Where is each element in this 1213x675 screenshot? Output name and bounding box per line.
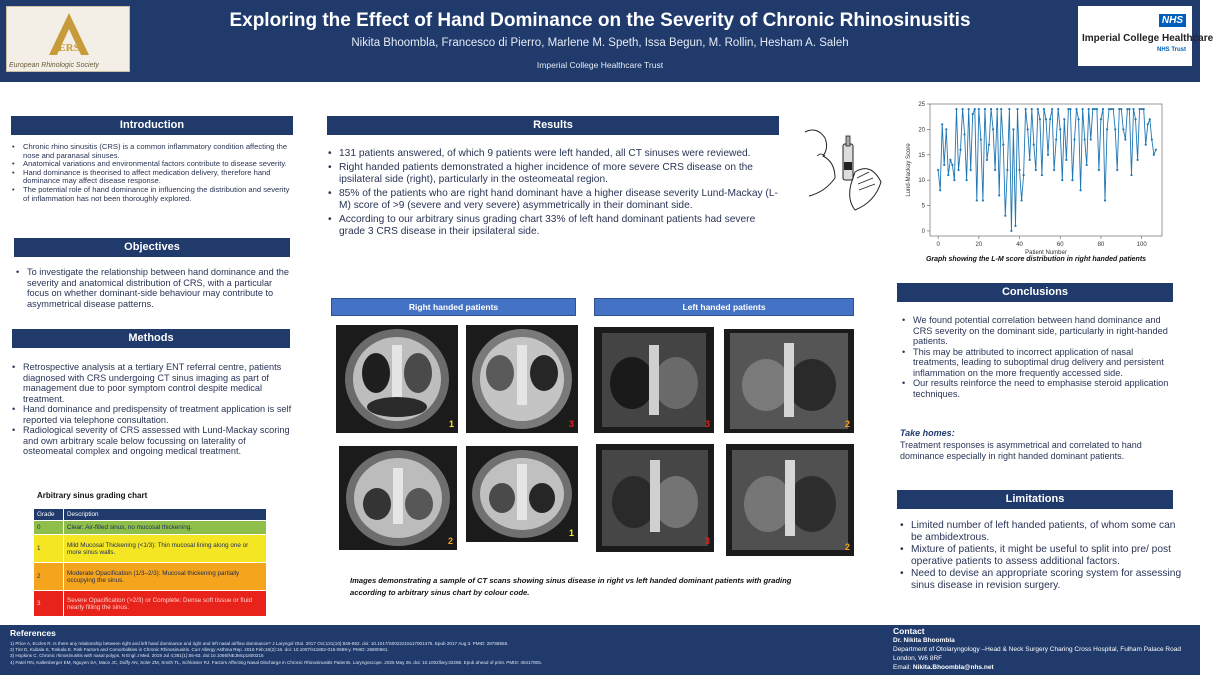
data-point [1139, 108, 1141, 110]
grade-cell: 2 [34, 563, 64, 591]
data-point [990, 108, 992, 110]
data-point [1108, 108, 1110, 110]
data-point [1002, 144, 1004, 146]
poster-header [0, 0, 1213, 82]
x-axis-label: Patient Number [1025, 250, 1067, 256]
data-point [1155, 149, 1157, 151]
list-item: • Radiological severity of CRS assessed with Lund-Mackay scoring and own arbitrary scale below focussing on laterality of osteomeatal complex and ongoing medical treatment. [12, 425, 292, 457]
y-tick-label: 10 [918, 178, 925, 185]
data-point [951, 164, 953, 166]
nhs-trust-name: Imperial College Healthcare [1082, 33, 1213, 44]
data-point [1106, 128, 1108, 130]
limitations-heading: Limitations [897, 490, 1173, 509]
data-point [1059, 128, 1061, 130]
grade-cell: 0 [34, 521, 64, 535]
ct-scan-graphic [596, 444, 714, 552]
y-tick-label: 0 [921, 228, 925, 235]
description-cell: Mild Mucosal Thickening (<1/3): Thin mucosal lining along one or more sinus walls. [64, 535, 267, 563]
objectives-heading: Objectives [14, 238, 290, 257]
data-point [1143, 108, 1145, 110]
references-list [10, 641, 870, 666]
contact-email-label: Email: [893, 664, 913, 671]
data-point [959, 149, 961, 151]
data-point [1082, 108, 1084, 110]
data-point [947, 174, 949, 176]
list-item: • We found potential correlation between hand dominance and CRS severity on the dominant side, particularly in right-handed patients. [902, 315, 1178, 347]
list-item: • Anatomical variations and environmental factors contribute to disease severity. [12, 160, 294, 169]
ct-scan-image [339, 446, 457, 550]
data-point [1116, 169, 1118, 171]
x-tick-label: 40 [1016, 242, 1023, 248]
list-item: • Mixture of patients, it might be useful to split into pre/ post operative patients to assess additional factors. [900, 544, 1185, 568]
data-point [1031, 108, 1033, 110]
data-point [972, 113, 974, 115]
chart-caption: Graph showing the L-M score distribution in right handed patients [925, 256, 1147, 263]
data-point [1112, 108, 1114, 110]
data-point [1027, 128, 1029, 130]
data-point [1018, 169, 1020, 171]
data-point [1055, 138, 1057, 140]
data-point [1037, 108, 1039, 110]
data-point [1153, 154, 1155, 156]
data-point [1039, 118, 1041, 120]
list-item: • Need to devise an appropriate scoring system for assessing sinus disease in revision surgery. [900, 568, 1185, 592]
reference-item: 4) Patel RN, Kallenberger EM, Nguyen SA, Mace JC, Duffy AN, Soler ZM, Smith TL, Schlosser RJ. Factors Affecting Nasal Discharge in Chronic Rhinosinusitis Patients. Laryngoscope. 2025 May 26. doi: 10.1002/lary.32288. Epub ahead of print. PMID: 40417805. [10, 659, 543, 665]
ct-scan-graphic [726, 444, 854, 556]
limitations-list [900, 520, 1185, 592]
grade-number: 3 [704, 536, 710, 546]
list-item: • This may be attributed to incorrect application of nasal treatments, leading to suboptimal drug delivery and persistent inflammation on the more frequently accessed side. [902, 347, 1178, 379]
data-point [1033, 144, 1035, 146]
data-point [1043, 108, 1045, 110]
data-point [1128, 108, 1130, 110]
data-point [1077, 118, 1079, 120]
data-point [1049, 118, 1051, 120]
data-point [939, 189, 941, 191]
ct-scan-image [596, 444, 714, 552]
ct-scan-image [336, 325, 458, 433]
poster-footer [0, 625, 1200, 675]
grade-number: 2 [844, 542, 850, 552]
contact-heading: Contact [893, 626, 925, 636]
data-point [1147, 123, 1149, 125]
data-point [1047, 154, 1049, 156]
ct-scan-image [466, 325, 578, 433]
data-point [953, 179, 955, 181]
x-tick-label: 0 [936, 242, 940, 248]
data-point [1020, 199, 1022, 201]
data-point [968, 108, 970, 110]
data-point [1071, 179, 1073, 181]
data-point [996, 108, 998, 110]
ct-scan-graphic [724, 329, 854, 433]
data-point [1045, 118, 1047, 120]
description-cell: Severe Opacification (>2/3) or Complete: Dense soft tissue or fluid nearly filling the sinus. [64, 591, 267, 617]
data-point [992, 128, 994, 130]
data-point [1051, 108, 1053, 110]
conclusions-heading: Conclusions [897, 283, 1173, 302]
data-point [994, 169, 996, 171]
grade-number: 1 [568, 528, 574, 538]
reference-item: 1) Price A, Eccles R. Is there any relationship between right and left hand dominance and right and left nasal airflow dominance? J Laryngol Otol. 2017 Oct;131(10):846-852. doi: 10.1017/S0022215117001475. Epub 2017 Aug 3. PMID: 28768555. [10, 641, 509, 646]
objectives-list [16, 267, 292, 309]
grade-number: 3 [704, 419, 710, 429]
grade-number: 3 [568, 419, 574, 429]
nhs-badge: NHS [1159, 14, 1186, 27]
data-point [1098, 169, 1100, 171]
ct-scan-image [724, 329, 854, 433]
data-point [1122, 128, 1124, 130]
right-handed-label: Right handed patients [331, 298, 576, 316]
data-point [1104, 199, 1106, 201]
data-point [949, 159, 951, 161]
list-item: • Chronic rhino sinusitis (CRS) is a common inflammatory condition affecting the nose and paranasal sinuses. [12, 143, 294, 160]
results-list [328, 148, 780, 238]
grade-number: 2 [844, 419, 850, 429]
description-cell: Moderate Opacification (1/3–2/3): Mucosal thickening partially occupying the sinus. [64, 563, 267, 591]
data-point [976, 199, 978, 201]
nhs-trust-label: NHS Trust [1156, 47, 1186, 53]
list-item: • To investigate the relationship between hand dominance and the severity and anatomical distribution of CRS, with a particular focus on whether dominant-side behaviour may contribute to asymmetrical disease patterns. [16, 267, 292, 309]
results-heading: Results [327, 116, 779, 135]
data-point [1057, 108, 1059, 110]
ct-caption: Images demonstrating a sample of CT scans showing sinus disease in right vs left handed dominant patients with grading according to arbitrary sinus chart by colour code. [350, 576, 792, 597]
data-point [1092, 108, 1094, 110]
contact-email-line [893, 663, 1193, 672]
x-tick-label: 20 [975, 242, 983, 248]
conclusions-list [902, 315, 1178, 399]
introduction-heading: Introduction [11, 116, 293, 135]
ct-scan-image [594, 327, 714, 433]
data-point [998, 194, 1000, 196]
data-point [1061, 179, 1063, 181]
data-point [1053, 169, 1055, 171]
data-point [945, 128, 947, 130]
list-item: • Right handed patients demonstrated a higher incidence of more severe CRS disease on the ipsilateral side (right), particularly in the osteomeatal region. [328, 162, 780, 186]
list-item: • Hand dominance and predispensity of treatment application is self reported via telephone consultation. [12, 404, 292, 425]
data-point [1151, 138, 1153, 140]
reference-item: 3) Hopkins C. Chronic rhinosinusitis with nasal polyps. N Engl J Med. 2019 Jul 4;381(1):55-63. doi:10.1056/NEJMcp1800215 [10, 653, 264, 659]
ct-scan-graphic [336, 325, 458, 433]
description-cell: Clear: Air-filled sinus, no mucosal thickening. [64, 521, 267, 535]
table-row [34, 535, 267, 563]
y-tick-label: 20 [918, 127, 925, 134]
left-handed-label: Left handed patients [594, 298, 854, 316]
data-point [1149, 118, 1151, 120]
x-tick-label: 80 [1097, 242, 1105, 248]
list-item: • Our results reinforce the need to emphasise steroid application techniques. [902, 378, 1178, 399]
data-point [1114, 128, 1116, 130]
data-point [1124, 138, 1126, 140]
list-item: • 85% of the patients who are right hand dominant have a higher disease severity Lund-Mackay (L-M) score of >9 (severe and very severe) asymmetrically in their dominant side. [328, 188, 780, 212]
contact-email[interactable]: Nikita.Bhoombla@nhs.net [912, 664, 994, 671]
data-point [943, 164, 945, 166]
grade-cell: 3 [34, 591, 64, 617]
poster-authors: Nikita Bhoombla, Francesco di Pierro, Marlene M. Speth, Issa Begun, M. Rollin, Hesham A. Saleh [351, 37, 849, 49]
data-point [1004, 215, 1006, 217]
grading-chart-title: Arbitrary sinus grading chart [37, 491, 148, 500]
ct-scan-graphic [466, 325, 578, 433]
table-row [34, 591, 267, 617]
ct-scan-graphic [466, 446, 578, 542]
data-point [1041, 174, 1043, 176]
methods-heading: Methods [12, 329, 290, 348]
nhs-logo [1078, 6, 1213, 66]
grade-number: 1 [448, 419, 454, 429]
data-point [961, 108, 963, 110]
ct-scan-image [726, 444, 854, 556]
take-homes-title: Take homes: [900, 428, 955, 438]
data-point [955, 108, 957, 110]
nasal-spray-illustration [795, 122, 887, 218]
data-point [963, 133, 965, 135]
data-point [1010, 230, 1012, 232]
ers-logo-caption: European Rhinologic Society [9, 62, 99, 69]
x-tick-label: 60 [1056, 242, 1064, 248]
contact-name: Dr. Nikita Bhoombla [893, 637, 955, 644]
data-point [1029, 159, 1031, 161]
list-item: • Hand dominance is theorised to affect medication delivery, therefore hand dominance may affect disease response. [12, 169, 294, 186]
data-point [1088, 108, 1090, 110]
data-point [1006, 169, 1008, 171]
data-point [1136, 159, 1138, 161]
contact-block [893, 627, 1193, 672]
table-header-cell: Description [64, 509, 267, 521]
data-point [988, 144, 990, 146]
data-point [1132, 108, 1134, 110]
list-item: • 131 patients answered, of which 9 patients were left handed, all CT sinuses were reviewed. [328, 148, 780, 160]
ct-scan-graphic [594, 327, 714, 433]
grading-table [33, 508, 267, 617]
data-point [1012, 128, 1014, 130]
x-tick-label: 100 [1136, 242, 1147, 248]
table-header-cell: Grade [34, 509, 64, 521]
svg-text:ERS: ERS [58, 42, 80, 54]
data-point [974, 108, 976, 110]
poster-title: Exploring the Effect of Hand Dominance on the Severity of Chronic Rhinosinusitis [229, 10, 971, 31]
data-point [1120, 108, 1122, 110]
poster-affiliation: Imperial College Healthcare Trust [536, 60, 664, 70]
ct-scan-graphic [339, 446, 457, 550]
references-heading: References [10, 628, 56, 638]
data-point [1141, 108, 1143, 110]
data-point [980, 138, 982, 140]
data-point [1000, 108, 1002, 110]
ct-scan-image [466, 446, 578, 542]
y-tick-label: 25 [918, 102, 925, 108]
data-point [1102, 108, 1104, 110]
data-point [1090, 138, 1092, 140]
data-point [1069, 108, 1071, 110]
data-point [984, 108, 986, 110]
data-point [1075, 108, 1077, 110]
data-point [1079, 189, 1081, 191]
data-point [1134, 118, 1136, 120]
table-row [34, 521, 267, 535]
data-point [941, 123, 943, 125]
list-item: • The potential role of hand dominance in influencing the distribution and severity of inflammation has not been thoroughly explored. [12, 186, 294, 203]
methods-list [12, 362, 292, 457]
data-point [1118, 108, 1120, 110]
take-homes-body: Treatment responses is asymmetrical and correlated to hand dominance especially in right handed dominant patients. [900, 440, 1142, 461]
y-tick-label: 5 [921, 203, 925, 210]
data-point [1110, 108, 1112, 110]
y-axis-label: Lund-Mackay Score [906, 143, 912, 197]
table-row [34, 563, 267, 591]
data-point [957, 169, 959, 171]
data-point [1025, 108, 1027, 110]
list-item: • Retrospective analysis at a tertiary ENT referral centre, patients diagnosed with CRS undergoing CT sinus imaging as part of management due to poor symptom control despite medical treatment. [12, 362, 292, 404]
introduction-list [12, 143, 294, 203]
data-point [1084, 138, 1086, 140]
data-point [966, 179, 968, 181]
data-point [1096, 108, 1098, 110]
data-point [937, 169, 939, 171]
grade-number: 2 [447, 536, 453, 546]
contact-city: London, W6 8RF [893, 655, 943, 662]
list-item: • Limited number of left handed patients, of whom some can be ambidextrous. [900, 520, 1185, 544]
contact-department: Department of Otolaryngology –Head & Neck Surgery Charing Cross Hospital, Fulham Palace Road [893, 646, 1181, 653]
data-point [1016, 108, 1018, 110]
data-point [1145, 144, 1147, 146]
data-point [1126, 108, 1128, 110]
data-point [986, 159, 988, 161]
grade-cell: 1 [34, 535, 64, 563]
list-item: • According to our arbitrary sinus grading chart 33% of left hand dominant patients had severe grade 3 CRS disease in their ipsilateral side. [328, 214, 780, 238]
data-point [1067, 108, 1069, 110]
lm-score-chart [898, 98, 1170, 256]
data-point [1014, 225, 1016, 227]
data-point [1065, 159, 1067, 161]
data-point [1008, 108, 1010, 110]
data-point [1073, 138, 1075, 140]
data-point [1035, 169, 1037, 171]
data-point [982, 199, 984, 201]
reference-item: 2) Tint D, Kubala S, Toskala E. Risk Factors and Comorbidities in Chronic Rhinosinusitis. Curr Allergy Asthma Rep. 2016 Feb;16(2):16. doi: 10.1007/s11882-015-0589-y. PMID: 26800681. [10, 647, 389, 653]
data-point [1023, 174, 1025, 176]
y-tick-label: 15 [918, 152, 925, 159]
data-point [1086, 164, 1088, 166]
data-point [1094, 108, 1096, 110]
data-point [1100, 118, 1102, 120]
data-point [1063, 118, 1065, 120]
data-point [978, 108, 980, 110]
data-point [1130, 174, 1132, 176]
data-point [970, 169, 972, 171]
